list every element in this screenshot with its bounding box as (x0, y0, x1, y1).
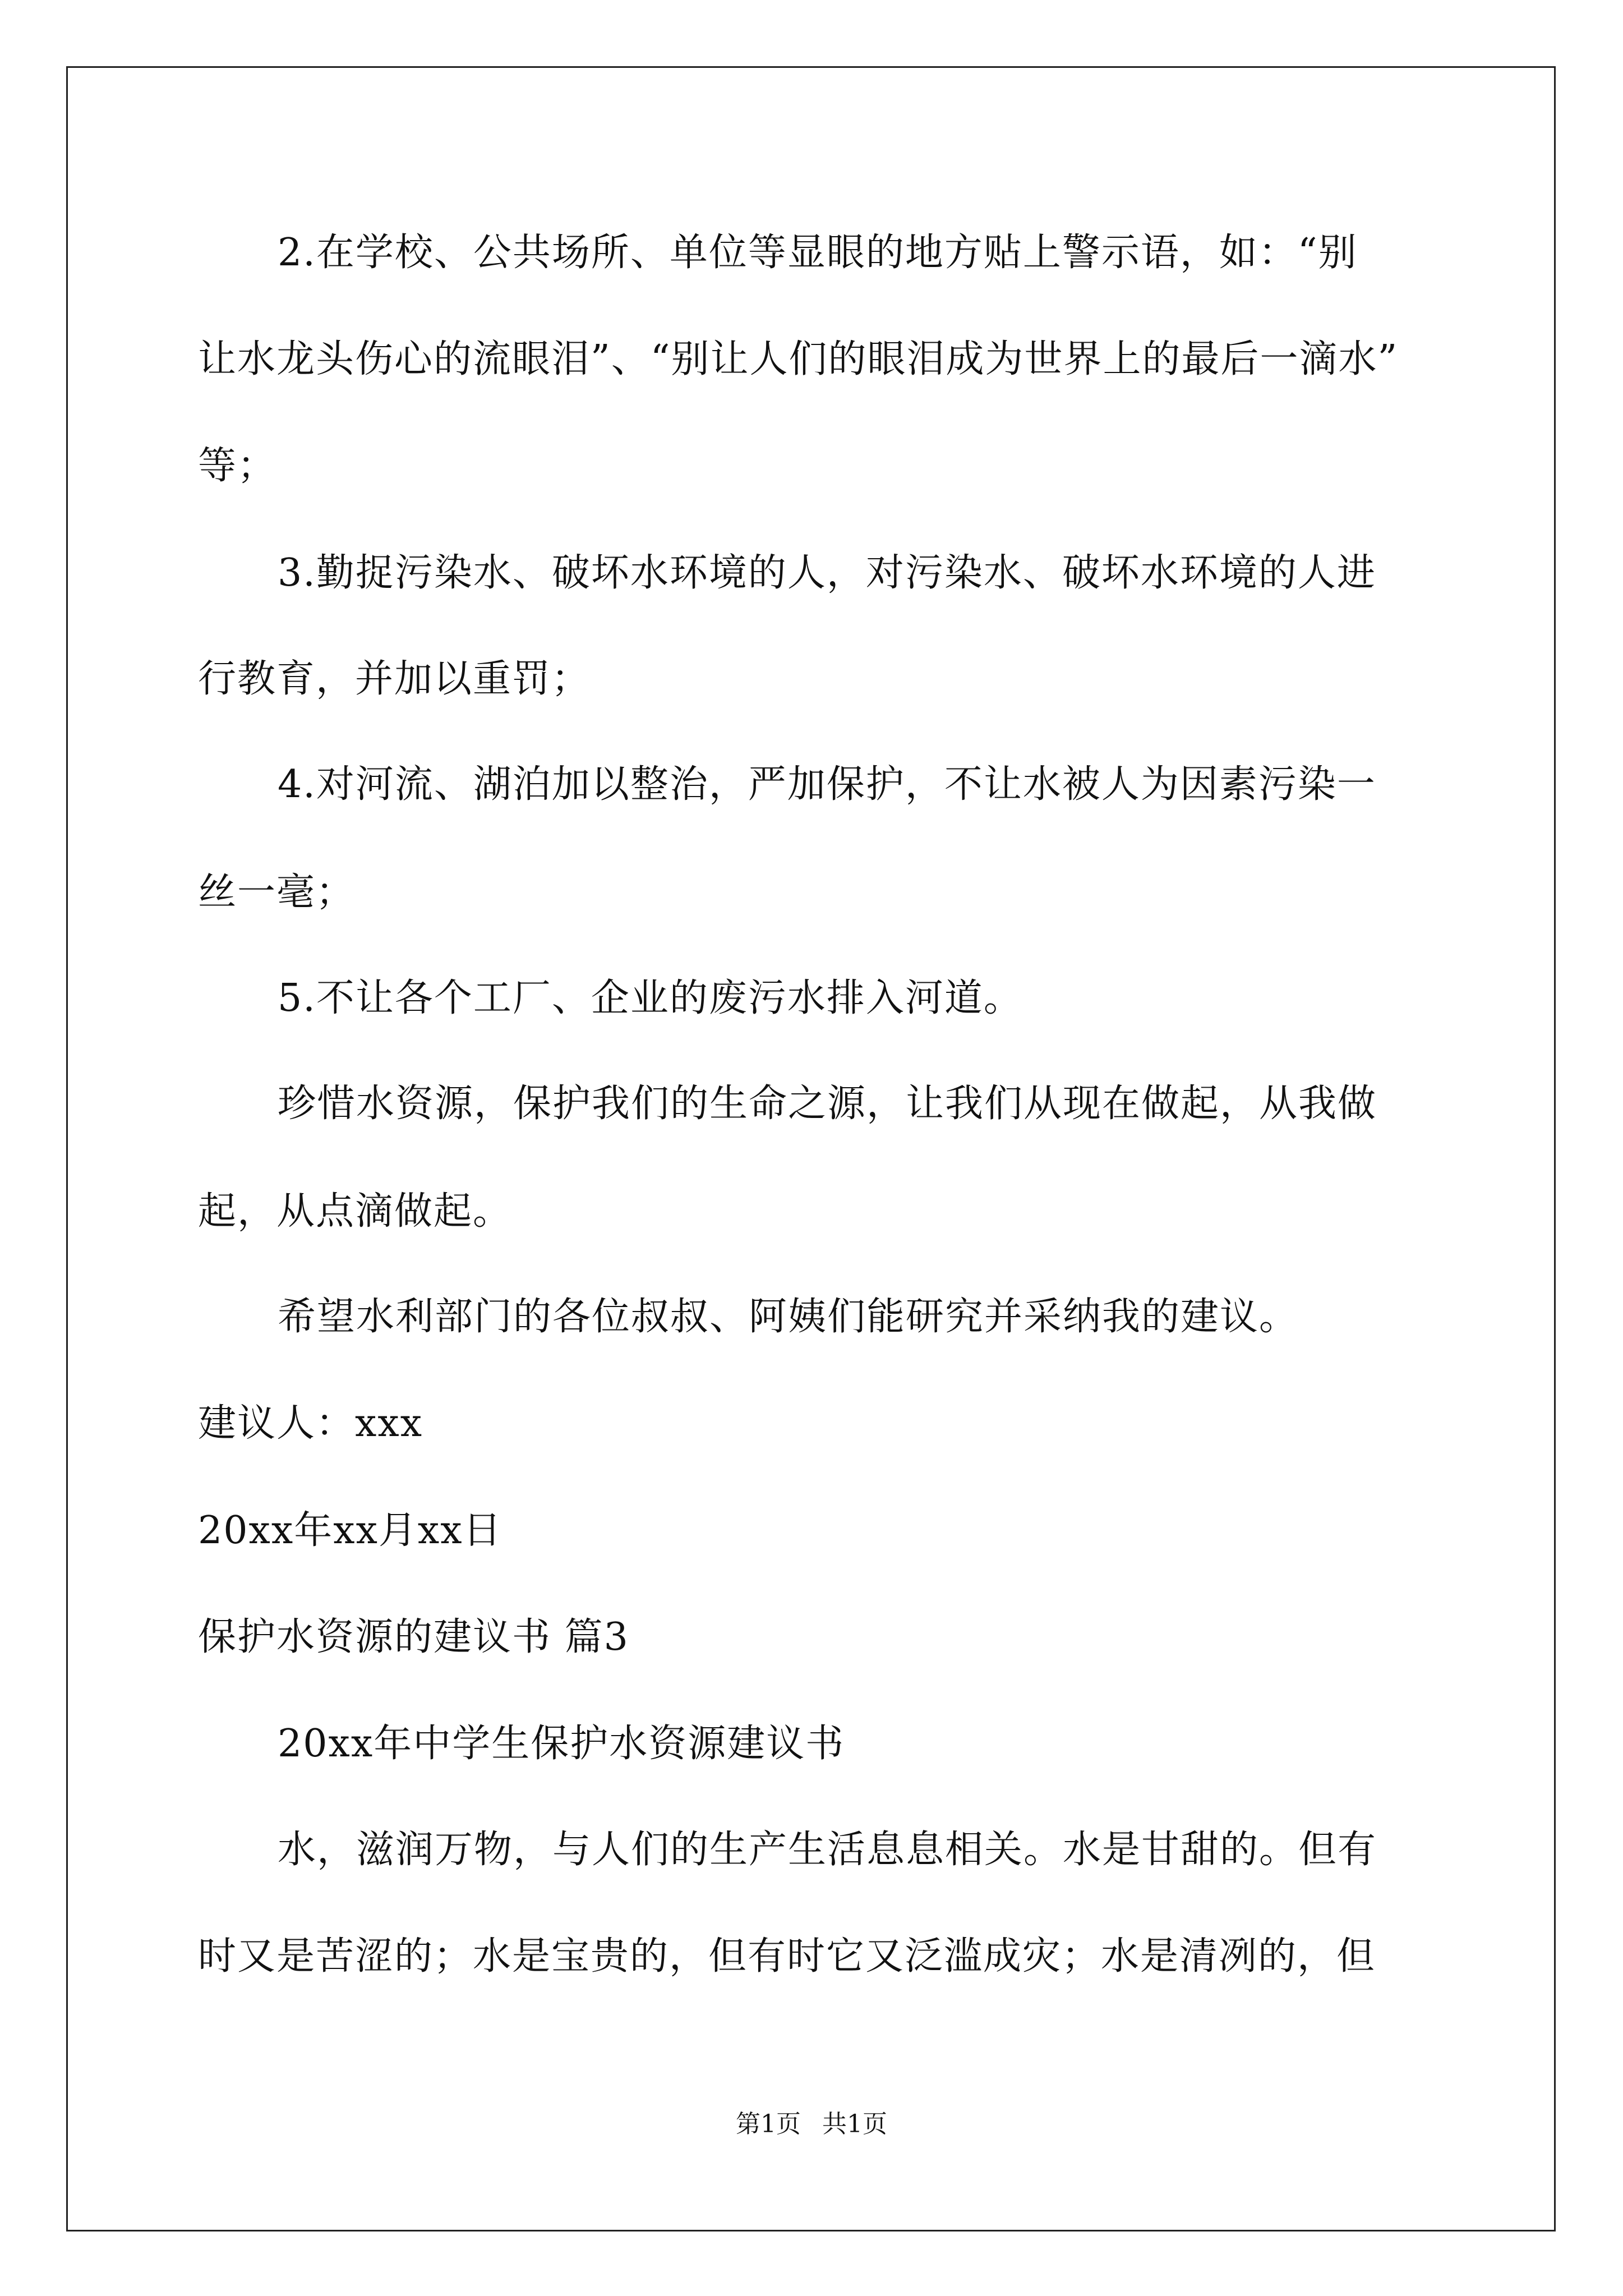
page-footer (0, 2108, 1623, 2141)
paragraph-line: 丝一毫； (198, 870, 356, 914)
paragraph-line: 5.不让各个工厂、企业的废污水排入河道。 (278, 976, 1023, 1020)
signature-proposer: 建议人：xxx (198, 1401, 423, 1446)
page-total: 共1页 (822, 2110, 887, 2138)
page-number: 第1页 (736, 2110, 801, 2138)
paragraph-line: 行教育，并加以重罚； (198, 657, 591, 701)
paragraph-line: 4.对河流、湖泊加以整治，严加保护，不让水被人为因素污染一 (278, 762, 1376, 807)
paragraph-line: 3.勤捉污染水、破坏水环境的人，对污染水、破坏水环境的人进 (278, 551, 1376, 595)
paragraph-line: 珍惜水资源，保护我们的生命之源，让我们从现在做起，从我做 (278, 1082, 1377, 1126)
section-heading: 保护水资源的建议书 篇3 (198, 1615, 629, 1659)
paragraph-line: 时又是苦涩的；水是宝贵的，但有时它又泛滥成灾；水是清冽的，但 (198, 1934, 1376, 1978)
signature-date: 20xx年xx月xx日 (198, 1508, 502, 1553)
paragraph-line: 起，从点滴做起。 (198, 1189, 513, 1234)
paragraph-line: 希望水利部门的各位叔叔、阿姨们能研究并采纳我的建议。 (278, 1295, 1299, 1339)
paragraph-line: 水，滋润万物，与人们的生产生活息息相关。水是甘甜的。但有 (278, 1828, 1377, 1872)
section-subtitle: 20xx年中学生保护水资源建议书 (278, 1722, 845, 1766)
paragraph-line: 让水龙头伤心的流眼泪”、“别让人们的眼泪成为世界上的最后一滴水” (198, 337, 1399, 381)
paragraph-line: 2.在学校、公共场所、单位等显眼的地方贴上警示语，如：“别 (278, 231, 1358, 275)
page-border (66, 66, 1556, 2231)
paragraph-line: 等； (198, 444, 277, 488)
